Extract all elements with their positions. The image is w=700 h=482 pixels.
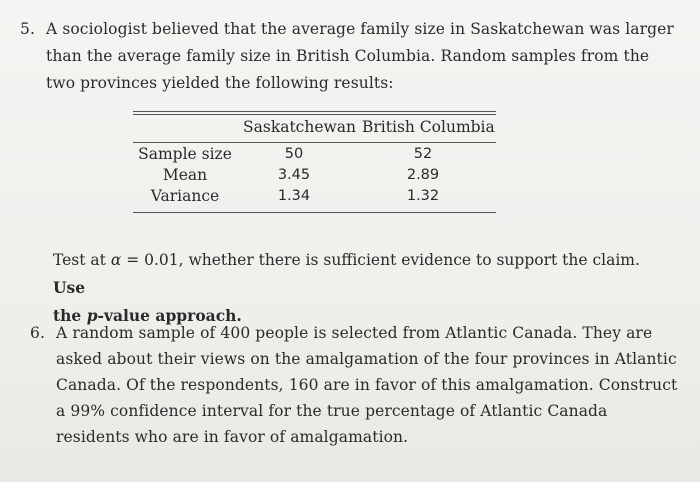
test-prefix: Test at (53, 251, 111, 269)
cell-variance-bc: 1.32 (406, 188, 440, 204)
use-word: Use (53, 278, 86, 297)
cell-sample-size-sk: 50 (284, 146, 304, 162)
row-label-variance: Variance (150, 187, 220, 205)
column-header-british-columbia: British Columbia (362, 118, 495, 136)
table-top-rule (133, 111, 496, 115)
problem-text: A random sample of 400 people is selected from Atlantic Canada. They are asked about their views on the amalgamation of the four provinces in Atlantic Canada. Of the respondents, 160 are in favor of this amalgamation. Construct a 99% confidence interval for the true percentage of Atlantic Canada residents who are in favor of amalgamation. (56, 324, 678, 446)
table-bottom-rule (133, 212, 496, 213)
cell-mean-sk: 3.45 (277, 167, 311, 183)
approach-text: -value approach. (97, 306, 242, 325)
column-header-saskatchewan: Saskatchewan (243, 118, 357, 136)
p-symbol: p (86, 306, 98, 325)
row-label-mean: Mean (162, 166, 208, 184)
cell-sample-size-bc: 52 (413, 146, 433, 162)
problem-text: A sociologist believed that the average family size in Saskatchewan was larger than the average family size in British Columbia. Random samples from the two provinces yielded the following results: (46, 20, 674, 92)
problem-number: 5. (20, 20, 35, 38)
alpha-value: = 0.01 (121, 251, 179, 269)
table-header-rule (133, 142, 496, 143)
test-mid: , whether there is sufficient evidence to support the claim. (178, 251, 640, 269)
test-instruction (53, 246, 653, 330)
row-label-sample-size: Sample size (138, 145, 232, 163)
the-word: the (53, 306, 87, 325)
cell-mean-bc: 2.89 (406, 167, 440, 183)
problem-number: 6. (30, 324, 45, 342)
problem-5 (20, 16, 680, 97)
problem-6 (30, 320, 680, 450)
cell-variance-sk: 1.34 (277, 188, 311, 204)
alpha-symbol: α (110, 251, 122, 269)
